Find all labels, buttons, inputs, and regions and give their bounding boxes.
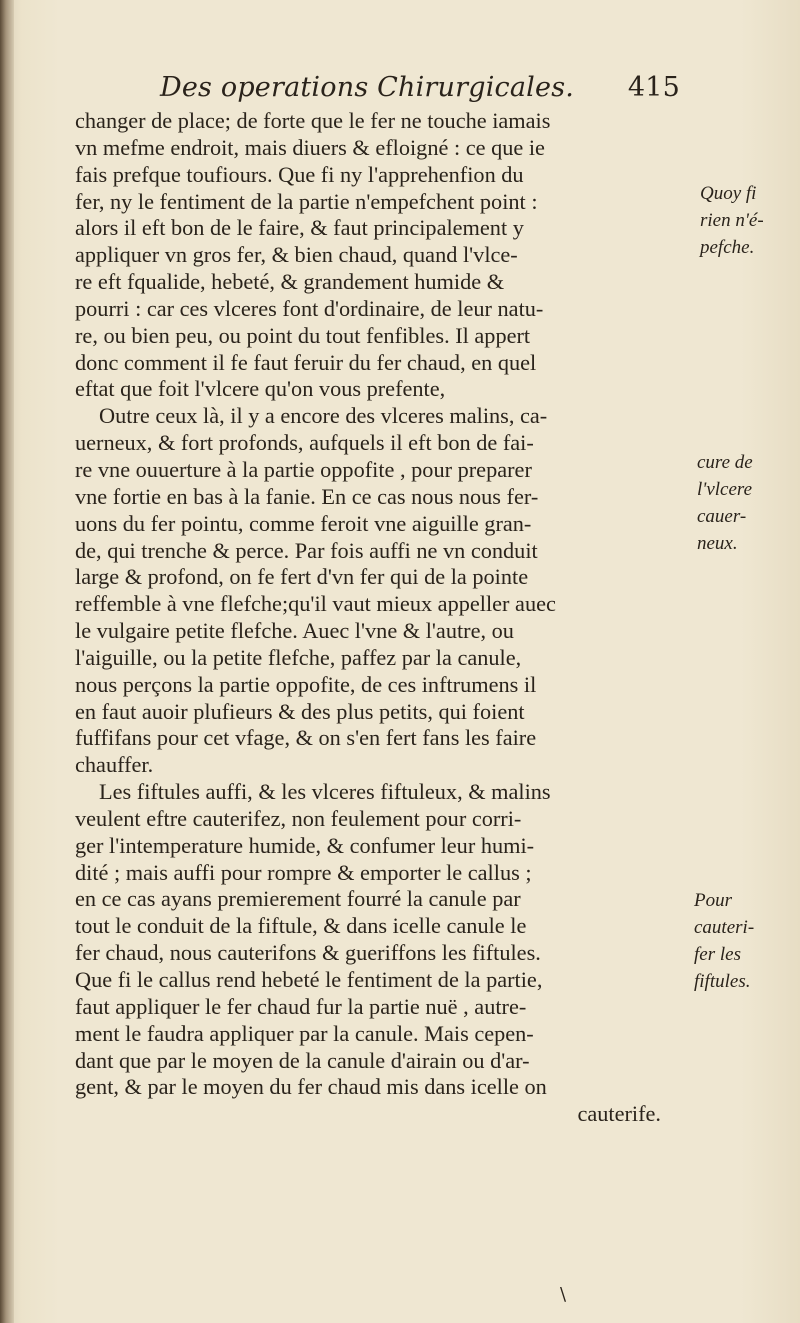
text-line: vne fortie en bas à la fanie. En ce cas nous nous fer- <box>75 483 539 509</box>
text-line: re vne ouuerture à la partie oppofite , pour preparer <box>75 456 532 482</box>
text-line: tout le conduit de la fiftule, & dans icelle canule le <box>75 913 527 939</box>
text-line: faut appliquer le fer chaud fur la partie nuë , autre- <box>75 993 527 1019</box>
text-line: large & profond, on fe fert d'vn fer qui de la pointe <box>75 564 529 590</box>
text-line: le vulgaire petite flefche. Auec l'vne & l'autre, ou <box>75 618 514 644</box>
margin-note-line: neux. <box>697 532 738 554</box>
text-line: de, qui trenche & perce. Par fois auffi ne vn conduit <box>75 537 538 563</box>
text-line: ger l'intemperature humide, & confumer leur humi- <box>75 832 535 858</box>
text-line: en ce cas ayans premierement fourré la canule par <box>75 886 521 912</box>
text-line: veulent eftre cauterifez, non feulement pour corri- <box>75 805 522 831</box>
margin-note-2 <box>697 452 792 559</box>
text-line: uons du fer pointu, comme feroit vne aiguille gran- <box>75 510 532 536</box>
text-line: dité ; mais auffi pour rompre & emporter le callus ; <box>75 859 532 885</box>
text-line: changer de place; de forte que le fer ne touche iamais <box>75 108 551 133</box>
text-line: Outre ceux là, il y a encore des vlceres malins, ca- <box>99 403 548 429</box>
margin-note-line: Pour <box>694 890 732 911</box>
body-text <box>75 108 665 1128</box>
text-line: dant que par le moyen de la canule d'airain ou d'ar- <box>75 1047 530 1073</box>
text-line: re, ou bien peu, ou point du tout fenfibles. Il appert <box>75 322 531 348</box>
page-number: 415 <box>627 72 680 103</box>
text-line: gent, & par le moyen du fer chaud mis dans icelle on <box>75 1074 547 1100</box>
text-line: fer chaud, nous cauterifons & gueriffons les fiftules. <box>75 940 541 966</box>
running-header <box>160 70 680 110</box>
text-line: en faut auoir plufieurs & des plus petits, qui foient <box>75 698 525 724</box>
binding-edge <box>0 0 14 1323</box>
text-line: vn mefme endroit, mais diuers & efloigné : ce que ie <box>75 134 545 160</box>
margin-note-line: pefche. <box>700 236 755 258</box>
text-line: uerneux, & fort profonds, aufquels il eft bon de fai- <box>75 430 534 456</box>
margin-note-line: l'vlcere <box>697 478 753 500</box>
text-line: reffemble à vne flefche;qu'il vaut mieux appeller auec <box>75 591 556 617</box>
running-title: Des operations Chirurgicales. <box>160 72 575 103</box>
margin-note-line: Quoy fi <box>700 183 757 204</box>
margin-note-line: cure de <box>697 452 753 473</box>
margin-note-line: cauteri- <box>694 916 755 938</box>
text-line: Que fi le callus rend hebeté le fentiment de la partie, <box>75 967 543 992</box>
text-line: Les fiftules auffi, & les vlceres fiftuleux, & malins <box>99 779 551 805</box>
text-line: ment le faudra appliquer par la canule. Mais cepen- <box>75 1020 534 1046</box>
text-line: appliquer vn gros fer, & bien chaud, quand l'vlce- <box>75 242 518 268</box>
text-line: chauffer. <box>75 752 154 778</box>
text-line: l'aiguille, ou la petite flefche, paffez par la canule, <box>75 644 522 670</box>
text-line: fais prefque toufiours. Que fi ny l'apprehenfion du <box>75 161 524 187</box>
margin-note-line: rien n'é- <box>700 209 764 231</box>
margin-note-line: fiftules. <box>694 970 751 992</box>
text-line: fer, ny le fentiment de la partie n'empefchent point : <box>75 188 538 214</box>
margin-note-line: fer les <box>694 943 741 965</box>
printer-mark: \ <box>560 1284 567 1305</box>
text-line: alors il eft bon de le faire, & faut principalement y <box>75 215 524 241</box>
text-line: cauterife. <box>577 1101 661 1127</box>
text-line: eftat que foit l'vlcere qu'on vous prefente, <box>75 376 446 402</box>
margin-note-3 <box>694 890 789 997</box>
margin-note-1 <box>700 183 795 264</box>
margin-note-line: cauer- <box>697 505 747 527</box>
text-line: donc comment il fe faut feruir du fer chaud, en quel <box>75 349 537 375</box>
text-line: nous perçons la partie oppofite, de ces inftrumens il <box>75 671 537 697</box>
text-line: pourri : car ces vlceres font d'ordinaire, de leur natu- <box>75 295 544 321</box>
text-line: fuffifans pour cet vfage, & on s'en fert fans les faire <box>75 725 537 751</box>
text-line: re eft fqualide, hebeté, & grandement humide & <box>75 269 505 295</box>
